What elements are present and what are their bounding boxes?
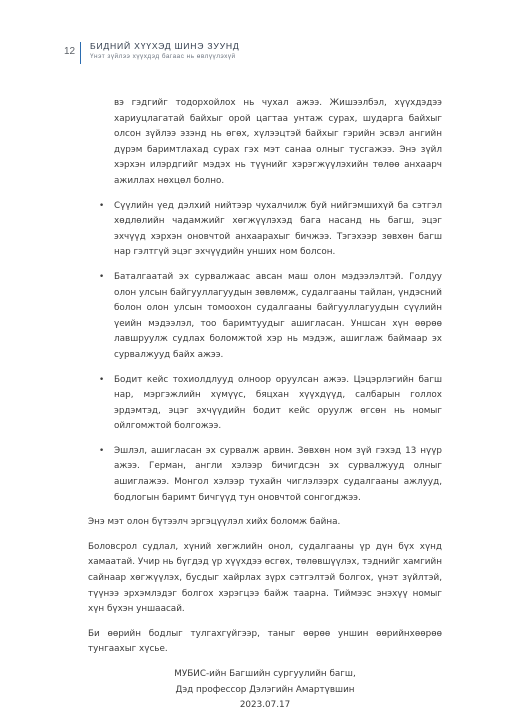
- author-affiliation: МУБИС-ийн Багшийн сургуулийн багш,: [174, 669, 356, 679]
- list-item: [88, 444, 442, 506]
- intro-paragraph: вэ гэдгийг тодорхойлох нь чухал ажээ. Жишээлбэл, хүүхдэдээ хариуцлагатай байхыг орой цагтаа унтаж сурах, шударга байхыг олсон зүйлээ эзэнд нь өгөх, хүлээцтэй байхыг гэрийн эсвэл ангийн дүрэм баримтлахад сурах гэх мэт санаа олныг тусгажээ. Энэ зүйл хэрхэн илэрдгийг мэдэх нь түүнийг хэрэгжүүлэхийн төлөө анхаарч ажиллах нөхцөл болно.: [114, 98, 442, 186]
- signature-date: 2023.07.17: [239, 700, 291, 711]
- list-item: [88, 199, 442, 261]
- body-paragraph: Энэ мэт олон бүтээлч эргэцүүлэл хийх боломж байна.: [88, 517, 341, 528]
- body-paragraph: Би өөрийн бодлыг тулгахгүйгээр, таныг өөрөө уншин өөрийнхөөрөө тунгаахыг хүсье.: [88, 628, 442, 655]
- body-paragraph: Боловсрол судлал, хүний хөгжлийн онол, судалгааны үр дүн бүх хүнд хамаатай. Учир нь бүгдэд үр хүүхдээ өсгөх, төлөвшүүлэх, тэднийг хамгийн сайнаар хөгжүүлэх, бусдыг хайрлах зүрх сэтгэлтэй болгох, үнэт зүйлтэй, түүнээ эрхэмлэдэг болгох хэрэгцээ байж таарна. Тиймээс энэхүү номыг хүн бүхэн уншаасай.: [88, 541, 442, 615]
- page-number: 12: [64, 46, 76, 57]
- header-divider: [80, 42, 81, 64]
- bullet-marker: •: [99, 445, 105, 456]
- bullet-marker: •: [99, 200, 105, 211]
- list-item: [88, 373, 442, 435]
- bullet-marker: •: [99, 374, 105, 385]
- list-item-text: Сүүлийн үед дэлхий нийтээр чухалчилж буй нийгэмшихүй ба сэтгэл хөдлөлийн чадамжийг хөгжүүлэхэд бага насанд нь багш, эцэг эхчүүд хэрхэн оновчтой анхаарахыг бичжээ. Тэгэхээр зөвхөн багш нар гэлтгүй эцэг эхчүүдийн унших ном болсон.: [114, 200, 442, 258]
- bullet-marker: •: [99, 271, 105, 282]
- main-text: [88, 96, 442, 714]
- list-item-text: Эшлэл, ашигласан эх сурвалж арвин. Зөвхөн ном зүй гэхэд 13 нүүр ажээ. Герман, англи хэлээр бичигдсэн эх сурвалжууд олныг ашиглажээ. Монгол хэлээр тухайн чиглэлээрх судалгааны ажлууд, бодлогын баримт бичгүүд тун оновчтой сонгогджээ.: [114, 445, 442, 503]
- author-name: Дэд профессор Дэлэгийн Амартүвшин: [175, 684, 355, 695]
- book-title: БИДНИЙ ХҮҮХЭД ШИНЭ ЗУУНД: [90, 41, 240, 51]
- list-item: [88, 270, 442, 364]
- book-subtitle: Үнэт зүйлээ хүүхдэд багаас нь өвлүүлэхүй: [90, 53, 236, 60]
- review-bullet-list: [88, 199, 442, 507]
- list-item-text: Бодит кейс тохиолдлууд олноор оруулсан ажээ. Цэцэрлэгийн багш нар, мэргэжлийн хүмүүс, бяцхан хүүхдүүд, салбарын голлох эрдэмтэд, эцэг эхчүүдийн бодит кейс оруулж өгсөн нь номыг ойлгомжтой болгожээ.: [114, 374, 442, 432]
- signature-block: [88, 667, 442, 714]
- list-item-text: Баталгаатай эх сурвалжаас авсан маш олон мэдээлэлтэй. Голдуу олон улсын байгууллагуудын зөвлөмж, судалгааны тайлан, үндэсний болон олон улсын томоохон судалгааны байгууллагуудын сүүлийн үеийн мэдээлэл, тоо баримтуудыг ашигласан. Уншсан хүн өөрөө лавшруулж судлах боломжтой хэр нь мэдэж, ашиглаж баймаар эх сурвалжууд байх ажээ.: [114, 271, 442, 360]
